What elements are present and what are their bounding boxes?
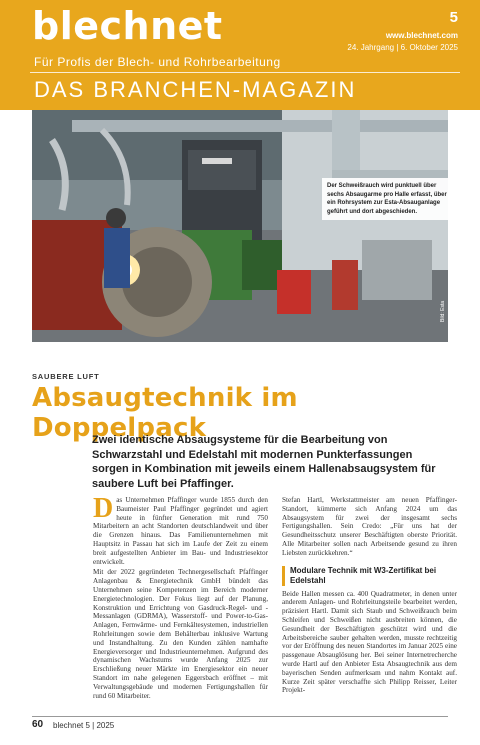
article-photo [32, 110, 448, 342]
article-column-left [93, 493, 268, 702]
article-kicker: SAUBERE LUFT [32, 372, 100, 381]
photo-caption: Der Schweißrauch wird punktuell über sechs Absaugarme pro Halle erfasst, über ein Rohrsystem zur Esta-Absauganlage geführt und dort abgeschieden. [322, 178, 452, 220]
section-subhead: Modulare Technik mit W3-Zertifikat bei Edelstahl [282, 566, 457, 586]
edition-info: 24. Jahrgang | 6. Oktober 2025 [347, 43, 458, 52]
photo-credit: Bild: Esta [440, 300, 446, 322]
article-lead: Zwei identische Absaugsysteme für die Bearbeitung von Schwarzstahl und Edelstahl mit modernen Punkterfassungen sorgen in Kombination mit jeweils einem Hallenabsaugsystem für saubere Luft bei Pfaffinger. [92, 434, 436, 490]
article-paragraph: Stefan Hartl, Werkstattmeister am neuen Pfaffinger-Standort, kümmerte sich Anfang 2024 um das Absaugsystem für zwei der insgesamt sechs Fertigungshallen. Sein Credo: „Für uns hat der Gesundheitsschutz unserer Beschäftigten oberste Priorität. Alle Mitarbeiter sollen nach Arbeitsende gesund zu ihren Liebsten zurückkehren.“ [282, 496, 457, 557]
footer-source: blechnet 5 | 2025 [53, 721, 115, 730]
magazine-header [0, 0, 480, 110]
article-paragraph: Mit der 2022 gegründeten Technergesellschaft Pfaffinger Anlagenbau & Energietechnik GmbH bündelt das Unternehmen seine Kompetenzen im Bereich moderner Energietechnologien. Der Fokus liegt auf der Planung, Konstruktion und Errichtung von Gasdruck-Regel- und -Messanlagen (GDRMA), Wasserstoff- und Power-to-Gas-Anlagen, Fernwärme- und Fernkältesystemen, industriellen Rohrleitungen sowie dem Behälterbau inklusive Wartung und Instandhaltung. Zu den Kunden zählen namhafte Energieversorger und Industrieunternehmen. Aufgrund des dynamischen Wachstums wurde Anfang 2025 zur Erschließung neuer Märkte im Energiesektor ein neuer Standort im nahe gelegenen Eggersbach eröffnet – mit Verwaltungsgebäude und modernen Fertigungshallen für rund 60 Mitarbeiter. [93, 568, 268, 700]
footer-divider [32, 716, 448, 717]
paragraph-text: as Unternehmen Pfaffinger wurde 1855 durch den Baumeister Paul Pfaffinger gegründet und agiert heute in fünfter Generation mit rund 750 Mitarbeitern an acht Standorten deutschlandweit und über die Grenzen hinaus. Das Familienunternehmen mit Hauptsitz in Passau hat sich im Laufe der Zeit zu einem breit aufgestellten Anbieter im Bau- und Industriesektor entwickelt. [93, 496, 268, 566]
magazine-logo: blechnet [32, 4, 223, 48]
article-paragraph: Beide Hallen messen ca. 400 Quadratmeter, in denen unter anderem Anlagen- und Rohrleitungsteile bearbeitet werden, präzisiert Hartl. Damit sich Staub und Schweißrauch beim Schleifen und Schweißen nicht ausbreiten können, die Gesundheit der Beschäftigten geschützt wird und die Arbeitsbereiche sauber gehalten werden, musste rechtzeitig vor der Eröffnung des neuen Standortes im Januar 2025 eine passgenaue Absauglösung her. Bei seiner Internetrecherche wurde Hartl auf den Anbieter Esta Absaugtechnik aus dem bayerischen Senden aufmerksam und nahm Kontakt auf. Kurze Zeit später verschaffte sich Philipp Reisser, Leiter Projekt- [282, 589, 457, 695]
website-link[interactable]: www.blechnet.com [385, 31, 458, 40]
issue-number: 5 [449, 9, 458, 26]
article-column-right [282, 496, 457, 697]
article-paragraph [93, 493, 268, 566]
magazine-tagline: Für Profis der Blech- und Rohrbearbeitung [34, 55, 281, 69]
header-divider [30, 72, 460, 73]
page-number: 60 [32, 719, 44, 730]
drop-cap: D [93, 493, 114, 524]
article-headline: Absaugtechnik im Doppelpack [32, 383, 298, 443]
magazine-subtitle: DAS BRANCHEN-MAGAZIN [34, 77, 357, 102]
